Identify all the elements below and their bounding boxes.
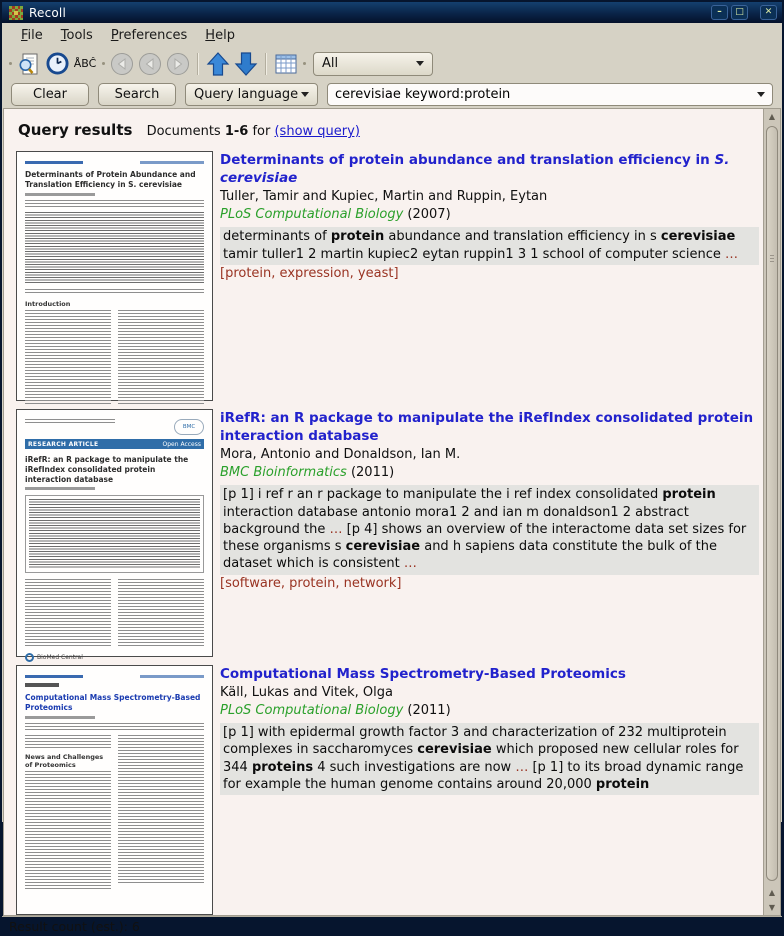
section-label <box>25 683 59 687</box>
thumbnail-column <box>25 735 111 891</box>
clear-button[interactable]: Clear <box>11 83 89 106</box>
result-text <box>220 151 761 401</box>
article-type-band <box>25 439 204 449</box>
thumbnail-columns <box>25 579 204 647</box>
nav-forward-button[interactable] <box>164 50 192 78</box>
circle-arrow-left-icon <box>138 52 162 76</box>
thumbnail-section-heading: News and Challenges of Proteomics <box>25 752 104 769</box>
query-language-value: Query language <box>194 86 299 102</box>
results-header-infix: for <box>252 124 271 139</box>
thumbnail-header <box>25 161 204 164</box>
toolbar-separator <box>265 53 267 75</box>
results-header-prefix: Documents <box>146 124 221 139</box>
clock-icon <box>46 52 69 75</box>
biomed-central-icon <box>25 653 34 662</box>
nav-first-button[interactable] <box>108 50 136 78</box>
menu-tools[interactable]: Tools <box>60 27 93 43</box>
minimize-button[interactable]: – <box>711 5 728 20</box>
show-query-link[interactable]: (show query) <box>274 124 360 139</box>
journal-masthead <box>25 675 83 678</box>
results-header-title: Query results <box>18 121 133 139</box>
thumbnail-authors <box>25 193 95 196</box>
table-grid-icon <box>275 54 297 74</box>
search-button[interactable]: Search <box>98 83 176 106</box>
journal-year: (2011) <box>407 703 451 719</box>
menu-file[interactable]: File <box>21 27 43 43</box>
menubar <box>2 23 782 47</box>
result-thumbnail[interactable] <box>16 409 213 662</box>
result-count-text: Result count (est.): 6 <box>9 919 140 934</box>
result-authors: Käll, Lukas and Vitek, Olga <box>220 685 393 701</box>
chevron-down-icon <box>757 92 765 97</box>
toolbar-separator <box>197 53 199 75</box>
scrollbar-grip <box>770 255 774 263</box>
abc-icon: ÅBĈ <box>73 57 97 70</box>
badge-open-access: Open Access <box>162 440 201 448</box>
menu-preferences[interactable]: Preferences <box>110 27 188 43</box>
statusbar <box>2 916 782 936</box>
thumbnail-authors <box>25 716 95 719</box>
result-title-link[interactable]: Computational Mass Spectrometry-Based Proteomics <box>220 666 626 682</box>
journal-name: BMC Bioinformatics <box>220 465 347 481</box>
blue-arrow-down-icon <box>233 51 259 77</box>
result-row <box>16 409 761 662</box>
thumbnail-column <box>118 579 204 647</box>
result-snippet: determinants of protein abundance and translation efficiency in s cerevisiae tamir tuller1 2 martin kupiec2 eytan ruppin1 3 1 school of computer science … <box>220 227 759 265</box>
result-journal <box>220 207 759 224</box>
next-result-page-button[interactable] <box>232 50 260 78</box>
prev-result-page-button[interactable] <box>204 50 232 78</box>
thumbnail-column <box>25 310 111 406</box>
thumbnail-header <box>25 419 204 435</box>
thumbnail-title: Determinants of Protein Abundance and Translation Efficiency in S. cerevisiae <box>25 170 196 189</box>
result-authors: Mora, Antonio and Donaldson, Ian M. <box>220 447 461 463</box>
thumbnail-section-heading: Introduction <box>25 299 71 308</box>
result-authors: Tuller, Tamir and Kupiec, Martin and Ruppin, Eytan <box>220 189 548 205</box>
toolbar-separator <box>102 62 105 65</box>
journal-masthead <box>140 675 204 678</box>
journal-year: (2011) <box>350 465 395 481</box>
result-journal <box>220 703 759 720</box>
recoll-logo-icon <box>9 6 23 20</box>
result-title-link[interactable]: Determinants of protein abundance and translation efficiency in S. cerevisiae <box>220 152 730 187</box>
toolbar-handle <box>9 62 12 65</box>
thumbnail-citation <box>25 289 204 294</box>
search-input-value: cerevisiae keyword:protein <box>335 86 511 102</box>
thumbnail-column <box>25 579 111 647</box>
result-title-link[interactable]: iRefR: an R package to manipulate the iRefIndex consolidated protein interaction database <box>220 410 754 445</box>
category-filter-value: All <box>322 56 339 71</box>
close-button[interactable]: ✕ <box>760 5 777 20</box>
journal-year: (2007) <box>407 207 451 223</box>
scroll-up-button[interactable]: ▲ <box>768 888 776 897</box>
journal-masthead <box>140 161 204 164</box>
journal-masthead <box>25 161 83 164</box>
journal-name: PLoS Computational Biology <box>220 703 404 719</box>
thumbnail-title: Computational Mass Spectrometry-Based Proteomics <box>25 693 201 712</box>
thumbnail-citation <box>25 419 115 425</box>
scrollbar-thumb[interactable] <box>766 126 778 881</box>
scrollbar-track[interactable] <box>764 124 780 885</box>
advanced-search-button[interactable] <box>15 50 43 78</box>
result-thumbnail[interactable] <box>16 665 213 915</box>
thumbnail-column <box>118 310 204 406</box>
result-snippet: [p 1] with epidermal growth factor 3 and characterization of 232 multiprotein complexes in saccharomyces cerevisiae which proposed new cellular roles for 344 proteins 4 such investigations are now … [p 1] to its broad dynamic range for example the human genome contains around 20,000 protein <box>220 723 759 795</box>
search-input[interactable] <box>327 83 773 106</box>
result-table-button[interactable] <box>272 50 300 78</box>
scroll-up-button[interactable]: ▲ <box>768 112 776 121</box>
category-filter-select[interactable] <box>313 52 433 76</box>
document-magnifier-icon <box>17 52 41 76</box>
maximize-button[interactable]: □ <box>731 5 748 20</box>
scroll-down-button[interactable]: ▼ <box>768 903 776 912</box>
thumbnail-affiliations <box>25 723 204 730</box>
thumbnail-columns <box>25 735 204 891</box>
circle-arrow-right-icon <box>166 52 190 76</box>
chevron-down-icon <box>301 92 309 97</box>
history-button[interactable] <box>43 50 71 78</box>
thumbnail-columns <box>25 310 204 406</box>
query-language-select[interactable] <box>185 83 318 106</box>
thumbnail-affiliations <box>25 200 204 207</box>
blue-arrow-up-icon <box>205 51 231 77</box>
result-keywords: [protein, expression, yeast] <box>220 265 399 281</box>
scrollbar-bottom-buttons <box>764 885 780 915</box>
thumbnail-title: iRefR: an R package to manipulate the iRefIndex consolidated protein interaction database <box>25 455 189 484</box>
thumbnail-header <box>25 675 204 678</box>
results-range: 1-6 <box>224 124 249 139</box>
results-scrollbar[interactable] <box>763 109 780 915</box>
menu-help[interactable]: Help <box>205 27 235 43</box>
result-row <box>16 151 761 401</box>
results-area <box>3 108 781 916</box>
result-journal <box>220 465 759 482</box>
thumbnail-column <box>118 735 204 891</box>
result-row <box>16 665 761 915</box>
titlebar <box>2 2 782 23</box>
window-title: Recoll <box>29 5 66 20</box>
badge-research-article: RESEARCH ARTICLE <box>28 440 99 448</box>
result-text <box>220 409 761 657</box>
toolbar <box>2 47 782 80</box>
thumbnail-abstract <box>25 212 204 284</box>
result-keywords: [software, protein, network] <box>220 575 402 591</box>
result-snippet: [p 1] i ref r an r package to manipulate the i ref index consolidated protein interaction database antonio mora1 2 and ian m donaldson1 2 abstract background the … [p 4] shows an overview of the interactome data set sizes for these organisms s cerevisiae and h sapiens data constitute the bulk of the dataset which is consistent … <box>220 485 759 574</box>
results-list <box>4 109 763 915</box>
chevron-down-icon <box>416 61 424 66</box>
toolbar-separator <box>303 62 306 65</box>
nav-back-button[interactable] <box>136 50 164 78</box>
term-explorer-button[interactable] <box>71 50 99 78</box>
results-header <box>16 109 761 143</box>
circle-arrow-left-icon <box>110 52 134 76</box>
result-thumbnail[interactable] <box>16 151 213 401</box>
search-bar <box>2 80 782 108</box>
thumbnail-abstract-box <box>25 495 204 573</box>
thumbnail-authors <box>25 487 95 490</box>
bmc-logo-icon: BMC <box>174 419 204 435</box>
result-text <box>220 665 761 915</box>
journal-name: PLoS Computational Biology <box>220 207 404 223</box>
biomed-central-label: BioMed Central <box>37 654 83 662</box>
thumbnail-footer <box>25 653 204 662</box>
